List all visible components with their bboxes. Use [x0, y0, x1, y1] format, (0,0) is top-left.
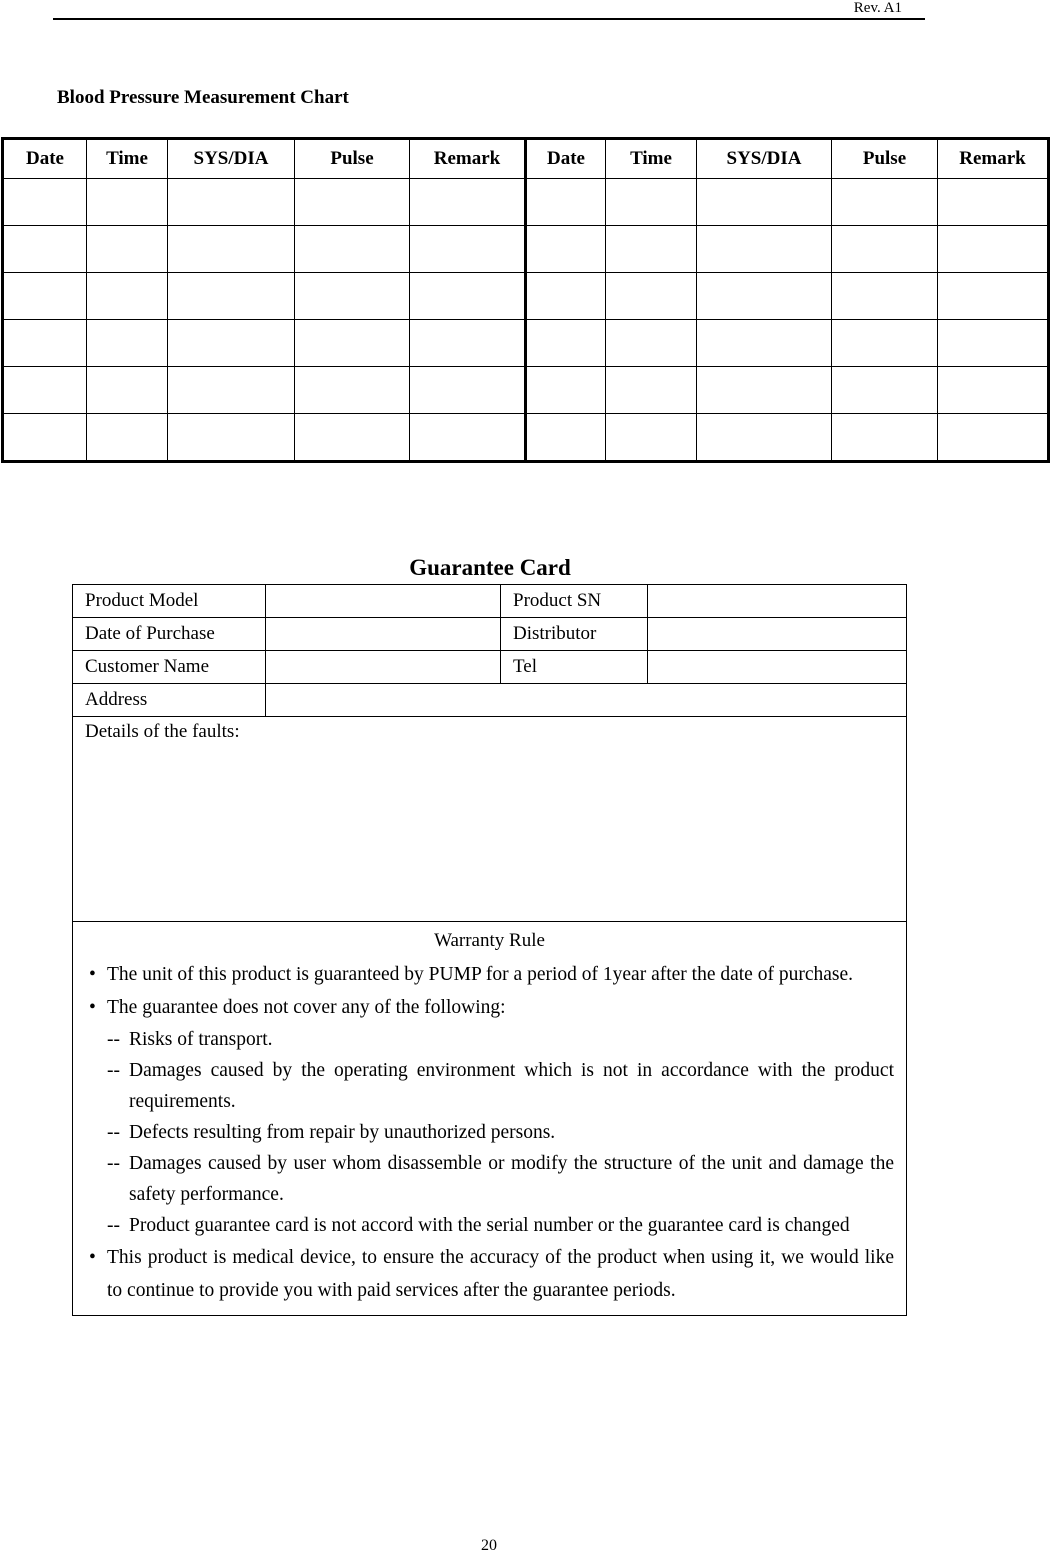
bp-cell[interactable] — [410, 226, 526, 273]
bp-row — [3, 367, 1049, 414]
bp-cell[interactable] — [295, 273, 410, 320]
warranty-bullet-2 — [85, 991, 894, 1024]
product-model-field[interactable] — [266, 585, 501, 618]
exclusion-item — [85, 1148, 894, 1210]
bp-cell[interactable] — [87, 320, 168, 367]
exclusion-dash: -- — [107, 1153, 120, 1174]
col-header-remark-2: Remark — [938, 139, 1049, 179]
bp-cell[interactable] — [697, 226, 832, 273]
bp-row — [3, 414, 1049, 462]
col-header-date-2: Date — [526, 139, 606, 179]
page-number: 20 — [481, 1537, 497, 1554]
bp-cell[interactable] — [526, 320, 606, 367]
bp-cell[interactable] — [168, 414, 295, 462]
warranty-bullet-3-text: This product is medical device, to ensure the accuracy of the product when using it, we would like to continue to provide you with paid services after the guarantee periods. — [107, 1247, 894, 1301]
bp-cell[interactable] — [3, 273, 87, 320]
bp-cell[interactable] — [87, 179, 168, 226]
bp-cell[interactable] — [832, 273, 938, 320]
exclusion-dash: -- — [107, 1122, 120, 1143]
date-of-purchase-label: Date of Purchase — [73, 618, 266, 651]
bp-row — [3, 273, 1049, 320]
bp-cell[interactable] — [295, 367, 410, 414]
bp-cell[interactable] — [606, 367, 697, 414]
address-label: Address — [73, 684, 266, 717]
bp-cell[interactable] — [295, 226, 410, 273]
bp-cell[interactable] — [938, 226, 1049, 273]
bp-cell[interactable] — [938, 414, 1049, 462]
bullet-dot: • — [89, 964, 96, 985]
bp-cell[interactable] — [87, 226, 168, 273]
warranty-rule-section — [73, 922, 907, 1316]
bp-cell[interactable] — [87, 367, 168, 414]
bp-cell[interactable] — [87, 414, 168, 462]
warranty-bullet-1-text: The unit of this product is guaranteed by PUMP for a period of 1year after the date of purchase. — [107, 964, 853, 985]
tel-field[interactable] — [648, 651, 907, 684]
bp-cell[interactable] — [295, 414, 410, 462]
bullet-dot: • — [89, 1247, 96, 1268]
warranty-rule-heading: Warranty Rule — [434, 930, 545, 951]
bp-cell[interactable] — [526, 179, 606, 226]
bp-cell[interactable] — [832, 320, 938, 367]
exclusion-item — [85, 1117, 894, 1148]
bp-cell[interactable] — [832, 414, 938, 462]
col-header-sys-dia-2: SYS/DIA — [697, 139, 832, 179]
revision-label: Rev. A1 — [853, 0, 902, 16]
exclusion-text: Damages caused by the operating environment which is not in accordance with the product requirements. — [129, 1060, 894, 1112]
address-field[interactable] — [266, 684, 907, 717]
col-header-time-2: Time — [606, 139, 697, 179]
exclusion-dash: -- — [107, 1029, 120, 1050]
bp-cell[interactable] — [168, 179, 295, 226]
tel-label: Tel — [501, 651, 648, 684]
distributor-field[interactable] — [648, 618, 907, 651]
bp-cell[interactable] — [3, 320, 87, 367]
bp-chart-table — [1, 137, 1050, 463]
warranty-bullet-3 — [85, 1241, 894, 1307]
guarantee-card-table — [72, 584, 907, 1316]
bp-cell[interactable] — [3, 414, 87, 462]
exclusion-item — [85, 1055, 894, 1117]
exclusion-item — [85, 1210, 894, 1241]
bp-cell[interactable] — [697, 179, 832, 226]
col-header-remark: Remark — [410, 139, 526, 179]
bp-cell[interactable] — [697, 367, 832, 414]
bp-cell[interactable] — [168, 226, 295, 273]
col-header-date: Date — [3, 139, 87, 179]
bp-row — [3, 179, 1049, 226]
exclusion-text: Defects resulting from repair by unauthorized persons. — [129, 1122, 556, 1143]
bp-cell[interactable] — [410, 273, 526, 320]
bp-cell[interactable] — [410, 367, 526, 414]
product-sn-label: Product SN — [501, 585, 648, 618]
exclusion-dash: -- — [107, 1215, 120, 1236]
bp-cell[interactable] — [606, 179, 697, 226]
gc-row-purchase — [73, 618, 907, 651]
bp-cell[interactable] — [295, 179, 410, 226]
bp-cell[interactable] — [410, 179, 526, 226]
product-model-label: Product Model — [73, 585, 266, 618]
bp-cell[interactable] — [832, 226, 938, 273]
bp-cell[interactable] — [168, 320, 295, 367]
bp-cell[interactable] — [697, 414, 832, 462]
bp-cell[interactable] — [606, 273, 697, 320]
product-sn-field[interactable] — [648, 585, 907, 618]
distributor-label: Distributor — [501, 618, 648, 651]
bp-cell[interactable] — [526, 226, 606, 273]
customer-name-field[interactable] — [266, 651, 501, 684]
gc-row-faults — [73, 717, 907, 922]
warranty-bullet-2-text: The guarantee does not cover any of the following: — [107, 997, 506, 1018]
bp-cell[interactable] — [3, 226, 87, 273]
exclusion-text: Product guarantee card is not accord with the serial number or the guarantee card is changed — [129, 1215, 850, 1236]
warranty-bullet-1 — [85, 958, 894, 991]
bp-cell[interactable] — [938, 367, 1049, 414]
gc-row-customer — [73, 651, 907, 684]
bp-cell[interactable] — [832, 367, 938, 414]
exclusion-item — [85, 1024, 894, 1055]
date-of-purchase-field[interactable] — [266, 618, 501, 651]
col-header-sys-dia: SYS/DIA — [168, 139, 295, 179]
gc-row-address — [73, 684, 907, 717]
col-header-pulse: Pulse — [295, 139, 410, 179]
bp-cell[interactable] — [938, 273, 1049, 320]
bp-row — [3, 226, 1049, 273]
bp-chart-body — [3, 179, 1049, 462]
guarantee-card-title: Guarantee Card — [409, 555, 571, 580]
bullet-dot: • — [89, 997, 96, 1018]
bp-cell[interactable] — [87, 273, 168, 320]
bp-cell[interactable] — [526, 273, 606, 320]
col-header-pulse-2: Pulse — [832, 139, 938, 179]
bp-cell[interactable] — [697, 273, 832, 320]
bp-cell[interactable] — [168, 273, 295, 320]
bp-header-row — [3, 139, 1049, 179]
bp-cell[interactable] — [410, 320, 526, 367]
bp-cell[interactable] — [938, 179, 1049, 226]
bp-cell[interactable] — [410, 414, 526, 462]
bp-cell[interactable] — [606, 226, 697, 273]
exclusion-text: Damages caused by user whom disassemble or modify the structure of the unit and damage the safety performance. — [129, 1153, 894, 1205]
bp-cell[interactable] — [606, 414, 697, 462]
exclusion-dash: -- — [107, 1060, 120, 1081]
bp-cell[interactable] — [697, 320, 832, 367]
bp-cell[interactable] — [938, 320, 1049, 367]
details-of-faults-field[interactable] — [73, 717, 907, 922]
bp-cell[interactable] — [295, 320, 410, 367]
details-of-faults-label: Details of the faults: — [85, 721, 240, 742]
bp-cell[interactable] — [3, 179, 87, 226]
customer-name-label: Customer Name — [73, 651, 266, 684]
bp-chart-title: Blood Pressure Measurement Chart — [57, 87, 349, 108]
bp-cell[interactable] — [832, 179, 938, 226]
header-rule — [53, 18, 925, 20]
bp-cell[interactable] — [526, 367, 606, 414]
bp-cell[interactable] — [168, 367, 295, 414]
bp-cell[interactable] — [3, 367, 87, 414]
gc-row-warranty — [73, 922, 907, 1316]
col-header-time: Time — [87, 139, 168, 179]
bp-cell[interactable] — [606, 320, 697, 367]
gc-row-model — [73, 585, 907, 618]
bp-cell[interactable] — [526, 414, 606, 462]
exclusion-text: Risks of transport. — [129, 1029, 273, 1050]
bp-row — [3, 320, 1049, 367]
